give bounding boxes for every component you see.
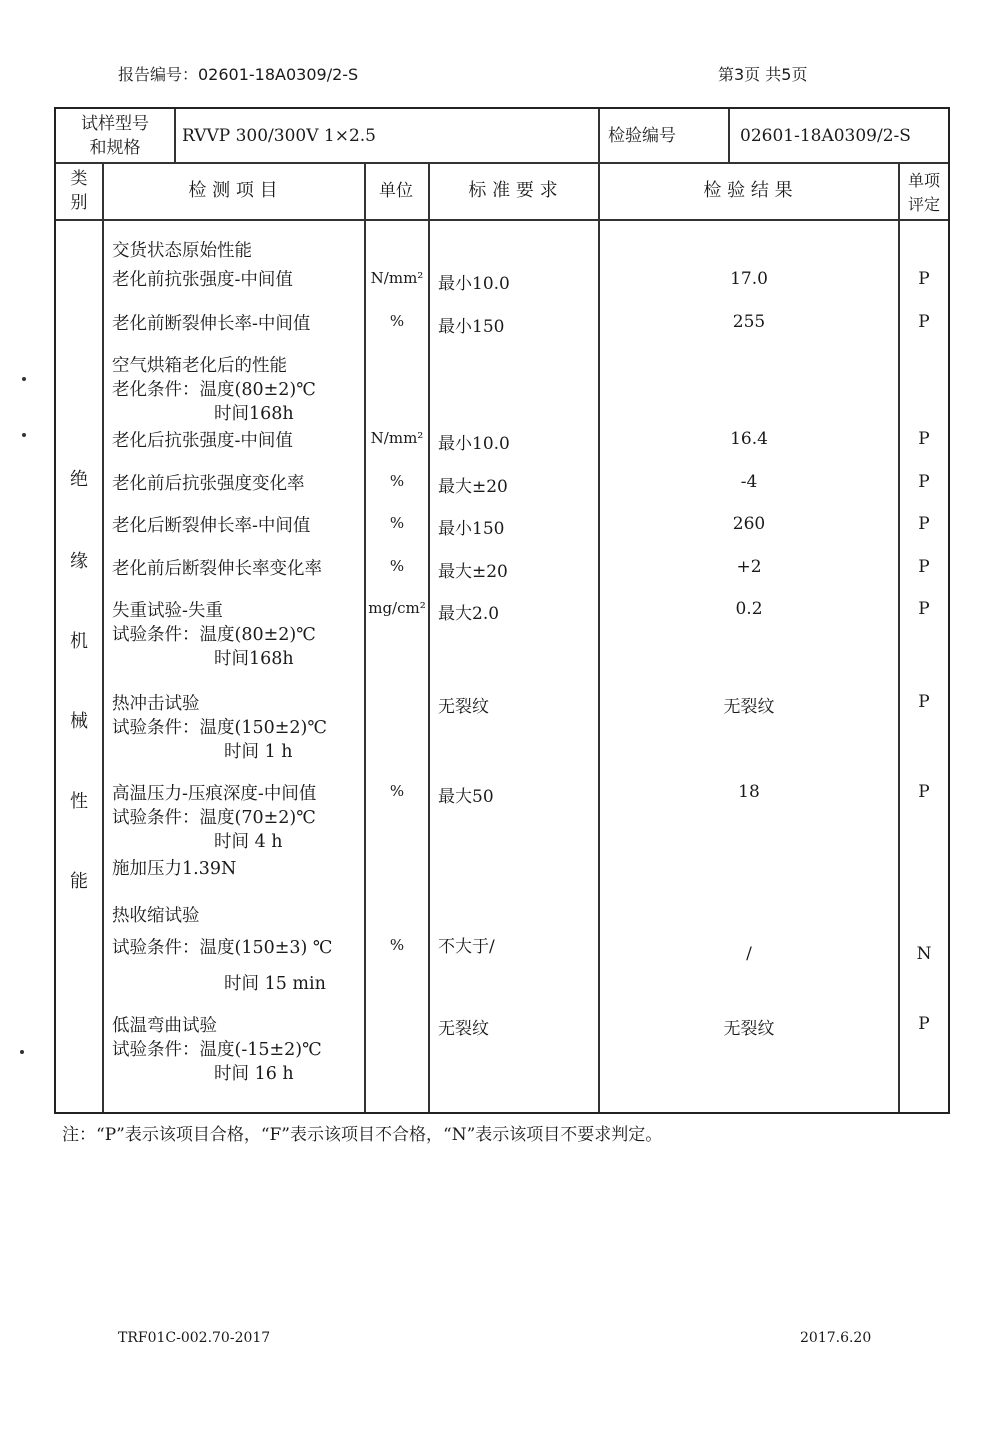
test-result: 255 (732, 312, 766, 332)
category-char: 绝 (70, 469, 88, 490)
category-char: 机 (70, 631, 88, 652)
test-unit: mg/cm² (368, 599, 426, 617)
test-unit: % (389, 936, 405, 954)
sample-value: RVVP 300/300V 1×2.5 (182, 126, 376, 146)
col-divider (428, 162, 430, 1112)
test-unit: % (389, 782, 405, 800)
category-char: 性 (70, 791, 88, 812)
test-result: 无裂纹 (723, 1019, 775, 1039)
test-grade: P (918, 429, 930, 449)
test-result: -4 (740, 472, 758, 492)
col-header-unit: 单位 (379, 181, 413, 201)
form-number: TRF01C-002.70-2017 (118, 1330, 271, 1346)
test-result: 260 (732, 514, 766, 534)
test-requirement: 最大2.0 (438, 604, 500, 624)
test-grade: P (918, 1014, 930, 1034)
test-grade: P (918, 514, 930, 534)
sample-label: 试样型号 和规格 (81, 114, 149, 158)
page-indicator: 第3页 共5页 (718, 65, 808, 84)
test-requirement: 最小150 (438, 519, 505, 539)
test-result: 16.4 (730, 429, 768, 449)
test-result: 18 (738, 782, 760, 802)
test-result: 17.0 (730, 269, 768, 289)
col-divider (898, 162, 900, 1112)
col-divider (728, 109, 730, 162)
test-grade: P (918, 269, 930, 289)
test-requirement: 不大于/ (438, 937, 495, 957)
row-divider (56, 219, 948, 221)
test-grade: P (918, 312, 930, 332)
test-requirement: 无裂纹 (438, 697, 489, 717)
test-item: 老化后抗张强度-中间值 (112, 431, 293, 451)
test-result-table (54, 107, 950, 1114)
col-divider (102, 162, 104, 1112)
col-divider (364, 162, 366, 1112)
test-item: 高温压力-压痕深度-中间值 试验条件：温度(70±2)℃ 时间 4 h 施加压力1.39N (112, 784, 317, 879)
test-item: 热收缩试验 试验条件：温度(150±3) ℃ 时间 15 min (112, 906, 333, 994)
test-grade: P (918, 599, 930, 619)
col-header-result: 检 验 结 果 (703, 180, 793, 201)
test-requirement: 最大±20 (438, 477, 508, 497)
test-unit: % (389, 472, 405, 490)
category-char: 械 (70, 711, 88, 732)
test-unit: N/mm² (370, 269, 424, 287)
test-result: +2 (736, 557, 762, 577)
test-item: 失重试验-失重 试验条件：温度(80±2)℃ 时间168h (112, 601, 316, 669)
category-char: 能 (70, 871, 88, 892)
test-requirement: 最小10.0 (438, 434, 510, 454)
test-item: 老化前断裂伸长率-中间值 (112, 314, 311, 334)
test-requirement: 最大±20 (438, 562, 508, 582)
test-grade: P (918, 692, 930, 712)
test-item: 低温弯曲试验 试验条件：温度(-15±2)℃ 时间 16 h (112, 1016, 322, 1084)
test-result: 无裂纹 (723, 697, 775, 717)
col-divider (598, 162, 600, 1112)
col-header-item: 检 测 项 目 (188, 180, 278, 201)
scan-speck (22, 433, 26, 437)
scan-speck (20, 1050, 24, 1054)
test-grade: P (918, 472, 930, 492)
test-item: 热冲击试验 试验条件：温度(150±2)℃ 时间 1 h (112, 694, 327, 762)
col-header-category: 类 别 (70, 169, 88, 213)
test-grade: P (918, 782, 930, 802)
test-requirement: 最小10.0 (438, 274, 510, 294)
test-item: 空气烘箱老化后的性能 老化条件：温度(80±2)℃ 时间168h (112, 356, 316, 424)
test-item: 老化后断裂伸长率-中间值 (112, 516, 311, 536)
test-number-value: 02601-18A0309/2-S (740, 126, 911, 146)
legend-note: 注：“P”表示该项目合格，“F”表示该项目不合格，“N”表示该项目不要求判定。 (62, 1125, 663, 1145)
test-unit: N/mm² (370, 429, 424, 447)
col-divider (174, 109, 176, 162)
test-number-label: 检验编号 (608, 126, 676, 146)
test-item: 老化前后断裂伸长率变化率 (112, 559, 322, 579)
test-requirement: 最大50 (438, 787, 494, 807)
test-unit: % (389, 557, 405, 575)
test-result: / (746, 944, 752, 964)
test-result: 0.2 (735, 599, 763, 619)
test-grade: P (918, 557, 930, 577)
report-number: 报告编号：02601-18A0309/2-S (118, 65, 359, 84)
col-divider (598, 109, 600, 162)
test-item: 交货状态原始性能 老化前抗张强度-中间值 (112, 241, 293, 290)
test-unit: % (389, 514, 405, 532)
col-header-grade: 单项 评定 (907, 171, 940, 214)
test-requirement: 无裂纹 (438, 1019, 489, 1039)
row-divider (56, 162, 948, 164)
test-requirement: 最小150 (438, 317, 505, 337)
category-char: 缘 (70, 551, 88, 572)
test-unit: % (389, 312, 405, 330)
test-grade: N (916, 944, 932, 964)
col-header-requirement: 标 准 要 求 (468, 180, 558, 201)
scan-speck (22, 377, 26, 381)
test-item: 老化前后抗张强度变化率 (112, 474, 305, 494)
form-date: 2017.6.20 (800, 1330, 872, 1346)
